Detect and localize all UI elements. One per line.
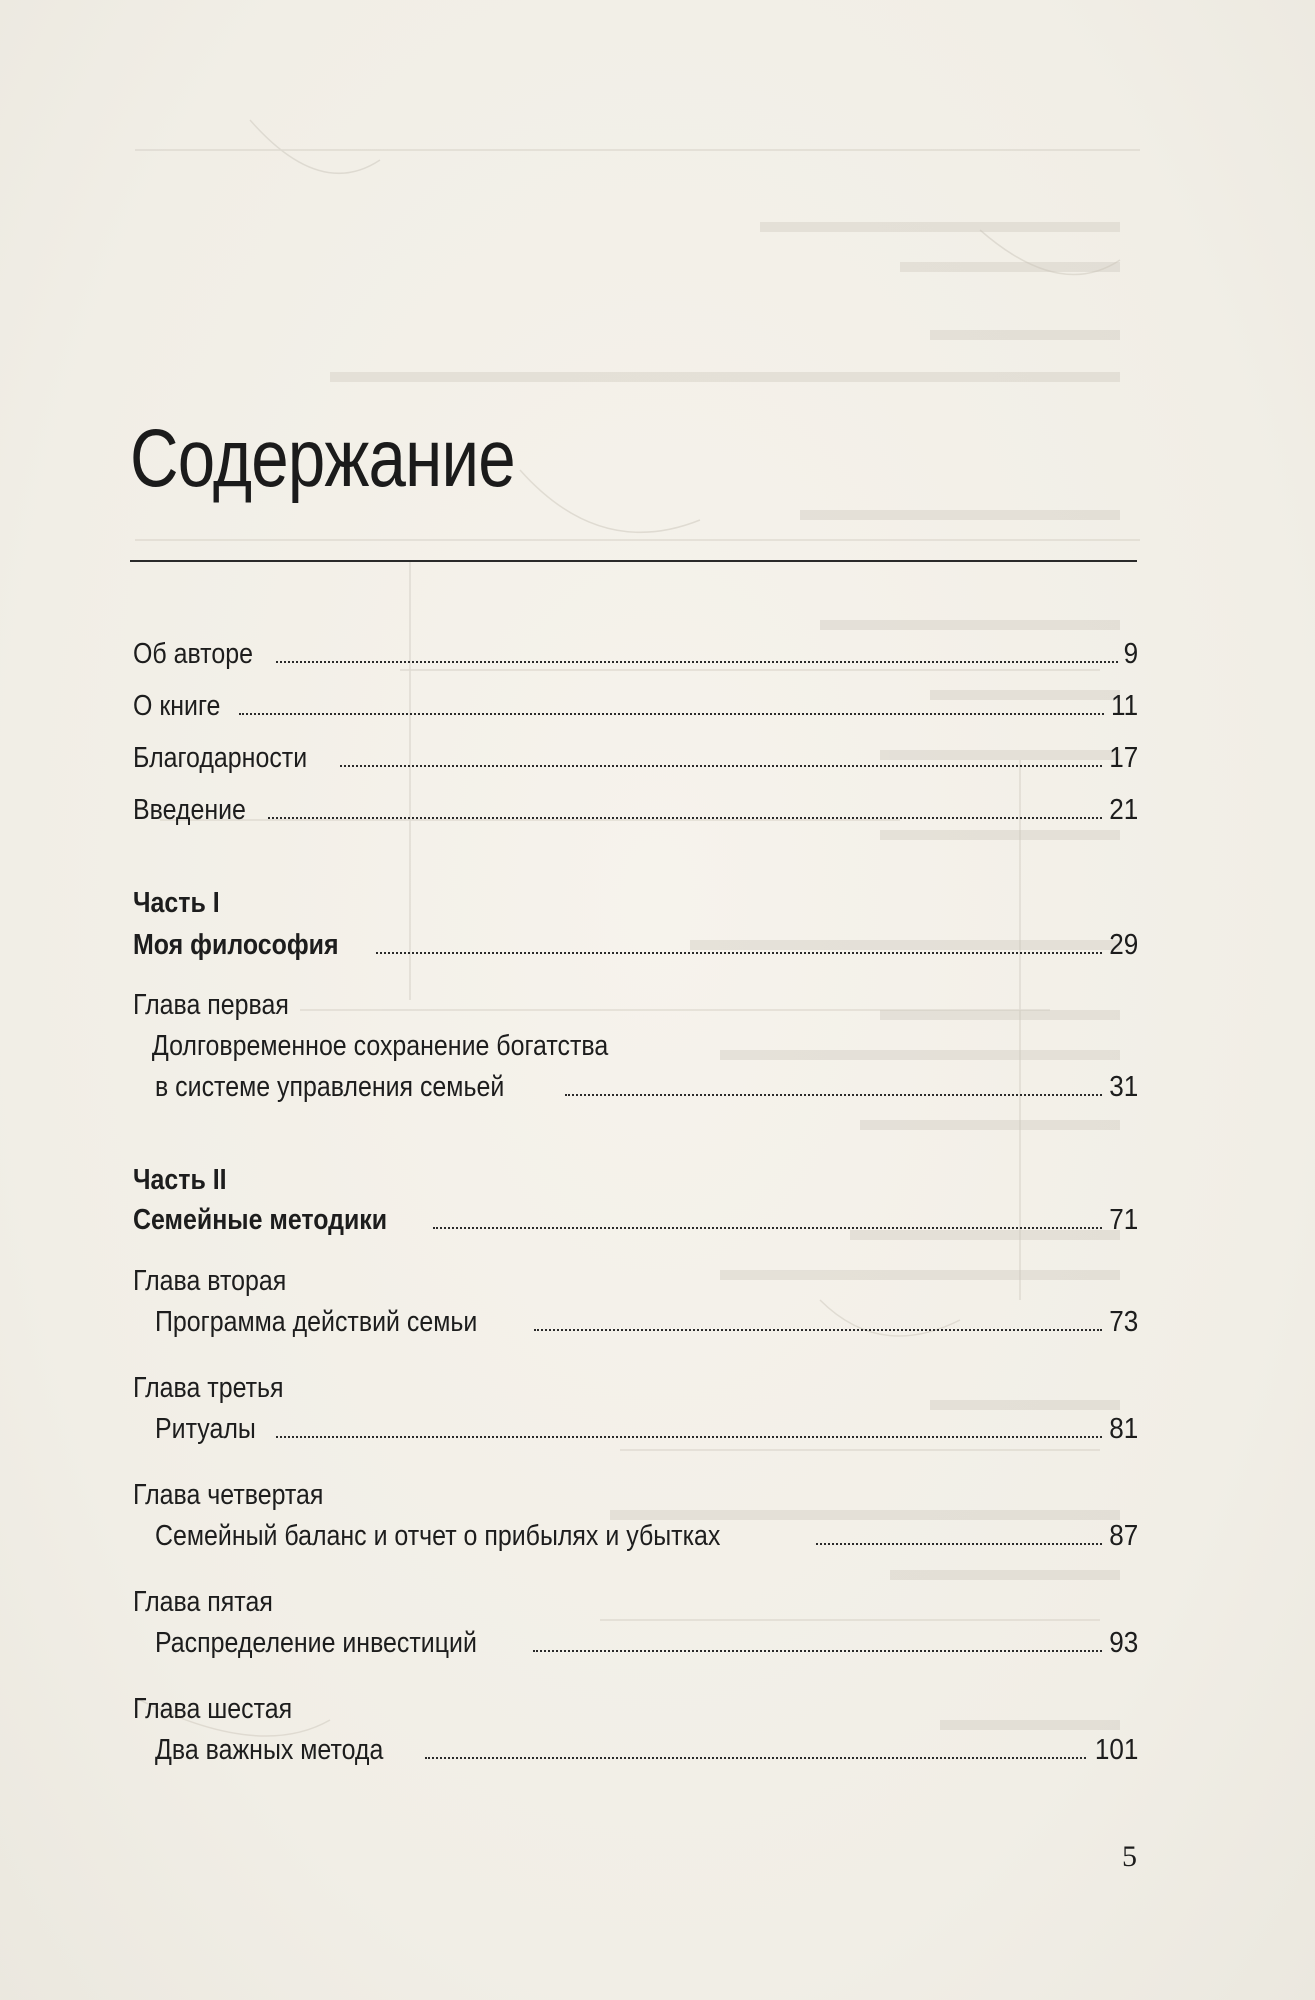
chapter-5-label: Глава пятая [133,1586,273,1618]
dot-leader [533,1649,1101,1652]
dot-leader [816,1542,1101,1545]
toc-page-number: 101 [1094,1734,1138,1766]
toc-page-number: 93 [1108,1627,1138,1659]
dot-leader [425,1756,1086,1759]
toc-entry-about-book[interactable] [133,689,1138,723]
toc-entry-title: Семейные методики [133,1204,388,1236]
toc-page-number: 11 [1110,690,1138,722]
page-number: 5 [1122,1840,1137,1873]
title-underline [130,560,1137,562]
toc-entry-introduction[interactable] [133,793,1138,827]
dot-leader [376,951,1102,954]
toc-page-number: 29 [1108,929,1138,961]
toc-entry-part-2[interactable] [133,1203,1138,1237]
toc-entry-title: Введение [133,794,246,826]
toc-page-number: 71 [1108,1204,1138,1236]
toc-page-number: 17 [1108,742,1138,774]
toc-entry-chapter-6[interactable] [133,1733,1138,1767]
toc-page-number: 73 [1108,1306,1138,1338]
dot-leader [268,816,1101,819]
chapter-1-title-line1: Долговременное сохранение богатства [151,1030,609,1062]
toc-entry-title: Моя философия [133,929,339,961]
dot-leader [433,1226,1102,1229]
toc-entry-chapter-2[interactable] [133,1305,1138,1339]
dot-leader [276,660,1117,663]
part-2-label: Часть II [133,1164,227,1196]
chapter-6-label: Глава шестая [133,1693,293,1725]
toc-entry-chapter-3[interactable] [133,1412,1138,1446]
toc-page-number: 31 [1108,1071,1138,1103]
toc-page-number: 81 [1108,1413,1138,1445]
chapter-2-label: Глава вторая [133,1265,287,1297]
toc-entry-title: Семейный баланс и отчет о прибылях и убытках [155,1520,721,1552]
toc-entry-title: Об авторе [133,638,253,670]
toc-entry-chapter-5[interactable] [133,1626,1138,1660]
chapter-1-label: Глава первая [133,989,289,1021]
toc-entry-title: О книге [133,690,221,722]
toc-entry-title: в системе управления семьей [155,1071,505,1103]
chapter-4-label: Глава четвертая [133,1479,324,1511]
dot-leader [239,712,1104,715]
toc-page-number: 9 [1123,638,1138,670]
toc-entry-about-author[interactable] [133,637,1138,671]
toc-page-number: 21 [1108,794,1138,826]
toc-page-number: 87 [1108,1520,1138,1552]
toc-entry-title: Распределение инвестиций [155,1627,477,1659]
toc-entry-title: Благодарности [133,742,308,774]
dot-leader [534,1328,1102,1331]
toc-entry-chapter-4[interactable] [133,1519,1138,1553]
dot-leader [340,764,1102,767]
toc-entry-title: Программа действий семьи [155,1306,478,1338]
dot-leader [276,1435,1102,1438]
toc-entry-acknowledgements[interactable] [133,741,1138,775]
toc-entry-title: Два важных метода [155,1734,384,1766]
part-1-label: Часть I [133,887,220,919]
dot-leader [565,1093,1102,1096]
toc-entry-title: Ритуалы [155,1413,256,1445]
page-title: Содержание [130,413,515,504]
toc-entry-part-1[interactable] [133,928,1138,962]
toc-entry-chapter-1[interactable] [133,1070,1138,1104]
chapter-3-label: Глава третья [133,1372,284,1404]
